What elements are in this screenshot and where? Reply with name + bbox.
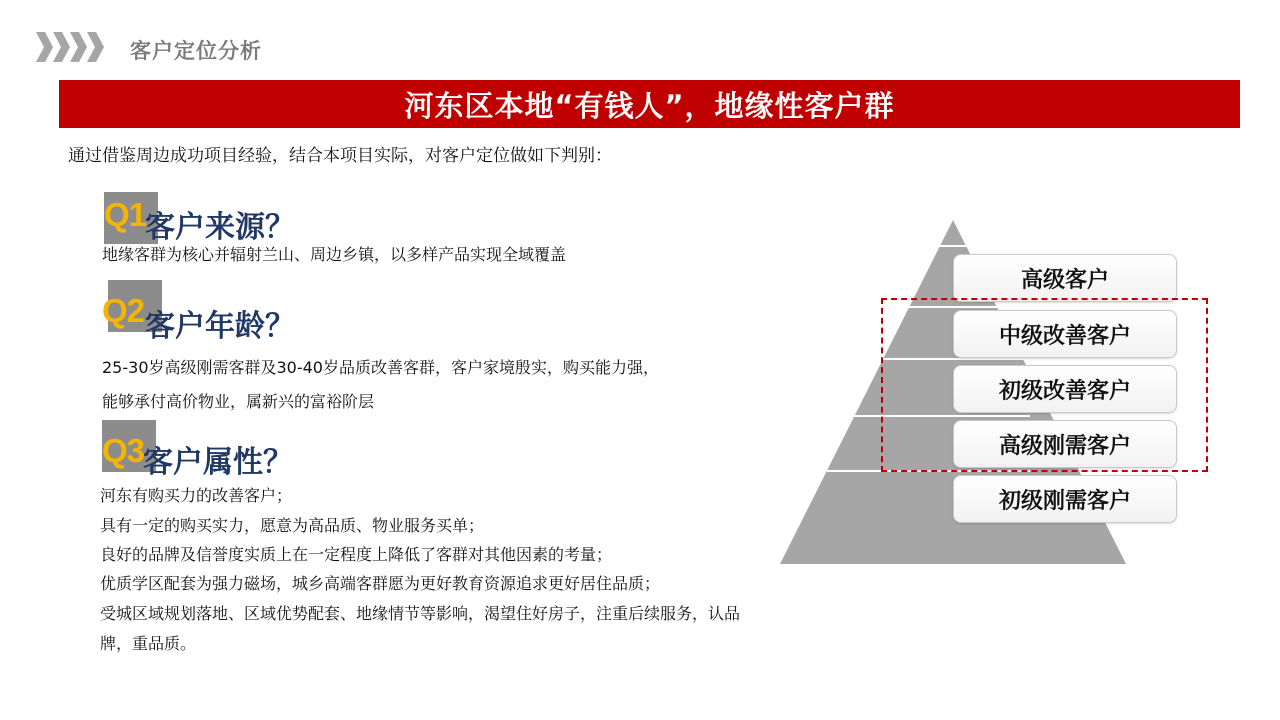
pyramid-level-high-rigid: 高级刚需客户 <box>953 420 1177 468</box>
q3-title: 客户属性？ <box>143 445 293 480</box>
section-title: 客户定位分析 <box>130 39 262 63</box>
target-segment-highlight <box>881 298 1208 472</box>
q2-answer-line-1: 25-30岁高级刚需客群及30-40岁品质改善客群，客户家境殷实，购买能力强， <box>102 358 659 377</box>
q2-answer-line-2: 能够承付高价物业，属新兴的富裕阶层 <box>102 392 375 411</box>
q3-answer-line-5: 受城区域规划落地、区域优势配套、地缘情节等影响，渴望住好房子，注重后续服务，认品 <box>100 604 741 623</box>
q1-badge-label: Q1 <box>104 196 147 233</box>
intro-text: 通过借鉴周边成功项目经验，结合本项目实际，对客户定位做如下判别： <box>68 146 612 166</box>
q2-badge-label: Q2 <box>102 292 145 329</box>
chevron-arrows-icon <box>36 32 104 62</box>
q3-answer-line-2: 具有一定的购买实力，愿意为高品质、物业服务买单； <box>100 516 485 535</box>
q3-answer-line-3: 良好的品牌及信誉度实质上在一定程度上降低了客群对其他因素的考量； <box>100 545 613 564</box>
pyramid-level-high-customer: 高级客户 <box>953 254 1177 302</box>
pyramid-level-entry-rigid: 初级刚需客户 <box>953 475 1177 523</box>
q1-title: 客户来源？ <box>145 210 295 245</box>
pyramid-level-mid-improve: 中级改善客户 <box>953 310 1177 358</box>
q1-answer-line: 地缘客群为核心并辐射兰山、周边乡镇，以多样产品实现全域覆盖 <box>102 245 567 264</box>
q3-answer-line-1: 河东有购买力的改善客户； <box>100 486 293 505</box>
banner-title: 河东区本地“有钱人”，地缘性客户群 <box>59 80 1240 128</box>
q2-title: 客户年龄？ <box>145 309 295 344</box>
q3-answer-line-6: 牌，重品质。 <box>100 634 197 653</box>
q3-badge-label: Q3 <box>102 432 145 469</box>
pyramid-level-entry-improve: 初级改善客户 <box>953 365 1177 413</box>
q3-answer-line-4: 优质学区配套为强力磁场，城乡高端客群愿为更好教育资源追求更好居住品质； <box>100 574 661 593</box>
